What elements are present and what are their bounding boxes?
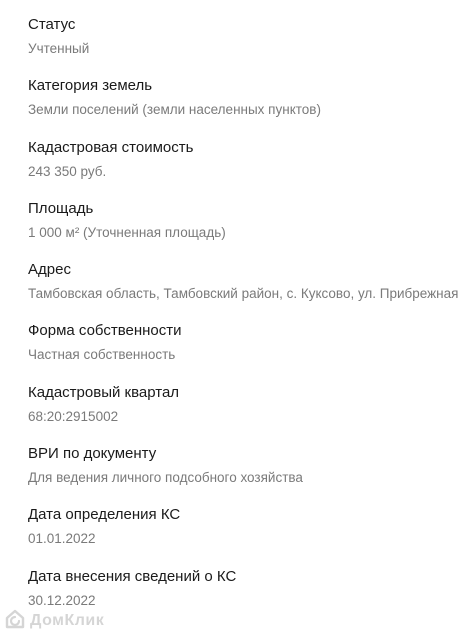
- field-value: 1 000 м² (Уточненная площадь): [28, 224, 226, 240]
- field-label: Категория земель: [28, 77, 153, 95]
- field-value: 01.01.2022: [28, 531, 96, 547]
- field-label: Кадастровая стоимость: [28, 138, 194, 156]
- field-value: 30.12.2022: [28, 592, 96, 608]
- field-label: Дата внесения сведений о КС: [28, 567, 237, 585]
- field-permitted-use: [28, 445, 476, 506]
- field-address: [28, 261, 476, 322]
- field-value: 243 350 руб.: [28, 163, 107, 179]
- field-cadastral-quarter: [28, 384, 476, 445]
- field-value: Земли поселений (земли населенных пунктов): [28, 102, 321, 118]
- watermark-text: ДомКлик: [30, 612, 105, 629]
- field-label: Площадь: [28, 199, 94, 217]
- field-label: ВРИ по документу: [28, 445, 157, 463]
- field-label: Статус: [28, 16, 76, 33]
- field-label: Адрес: [28, 261, 71, 279]
- domclick-logo-icon: [4, 608, 26, 635]
- domclick-watermark: [4, 606, 104, 636]
- field-label: Кадастровый квартал: [28, 383, 180, 401]
- field-value: Частная собственность: [28, 347, 176, 363]
- field-area: [28, 200, 476, 261]
- field-cadastral-value: [28, 139, 476, 200]
- field-land-category: [28, 77, 476, 138]
- field-label: Форма собственности: [28, 322, 182, 340]
- field-label: Дата определения КС: [28, 506, 181, 524]
- field-value: Для ведения личного подсобного хозяйства: [28, 470, 303, 486]
- field-value: Учтенный: [28, 41, 90, 56]
- field-status: [28, 16, 476, 77]
- property-details-list: [28, 16, 476, 629]
- field-valuation-date: [28, 506, 476, 567]
- field-value: 68:20:2915002: [28, 408, 119, 424]
- field-ownership-form: [28, 322, 476, 383]
- field-value: Тамбовская область, Тамбовский район, с. Куксово, ул. Прибрежная: [28, 286, 459, 302]
